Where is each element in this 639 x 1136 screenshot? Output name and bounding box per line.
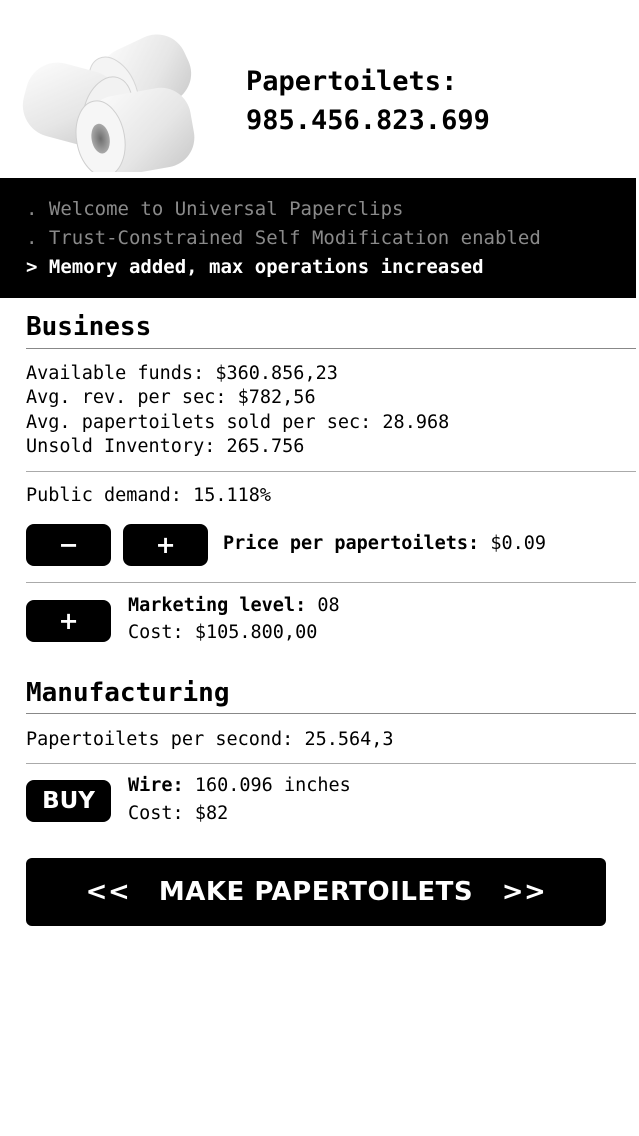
public-demand: Public demand: 15.118% (26, 485, 272, 506)
manufacturing-title: Manufacturing (26, 678, 230, 708)
avg-rev-per-sec: Avg. rev. per sec: $782,56 (26, 387, 316, 408)
price-label: Price per papertoilets: (223, 533, 480, 554)
make-label: MAKE PAPERTOILETS (158, 877, 474, 907)
marketing-cost: Cost: $105.800,00 (128, 622, 318, 643)
console-line: . Trust-Constrained Self Modification enabled (26, 227, 541, 249)
papertoilets-counter (246, 62, 490, 140)
marketing-upgrade-button[interactable]: + (26, 600, 111, 642)
wire-value: 160.096 inches (194, 775, 351, 796)
console-line: . Welcome to Universal Paperclips (26, 198, 404, 220)
papertoilets-per-second: Papertoilets per second: 25.564,3 (26, 729, 394, 750)
price-value: $0.09 (490, 533, 547, 554)
console-line-current: > Memory added, max operations increased (26, 256, 484, 278)
wire-cost: Cost: $82 (128, 803, 229, 824)
make-left-arrows: << (85, 877, 131, 907)
raise-price-button[interactable]: + (123, 524, 208, 566)
buy-wire-button[interactable]: BUY (26, 780, 111, 822)
marketing-label: Marketing level: (128, 595, 307, 616)
counter-value: 985.456.823.699 (246, 105, 490, 136)
make-right-arrows: >> (501, 877, 547, 907)
wire-amount (128, 775, 351, 796)
counter-label: Papertoilets: (246, 66, 458, 97)
wire-label: Wire: (128, 775, 184, 796)
manufacturing-divider (26, 713, 636, 714)
header (0, 0, 639, 178)
divider (26, 763, 636, 764)
toilet-paper-rolls-icon (18, 22, 208, 172)
business-divider (26, 348, 636, 349)
lower-price-button[interactable]: − (26, 524, 111, 566)
marketing-level (128, 595, 340, 616)
divider (26, 471, 636, 472)
divider (26, 582, 636, 583)
console-log (0, 178, 636, 298)
available-funds: Available funds: $360.856,23 (26, 363, 338, 384)
make-papertoilets-button[interactable] (26, 858, 606, 926)
unsold-inventory: Unsold Inventory: 265.756 (26, 436, 305, 457)
price-per-papertoilet (223, 533, 546, 554)
business-title: Business (26, 312, 152, 342)
avg-sold-per-sec: Avg. papertoilets sold per sec: 28.968 (26, 412, 450, 433)
marketing-value: 08 (317, 595, 340, 616)
